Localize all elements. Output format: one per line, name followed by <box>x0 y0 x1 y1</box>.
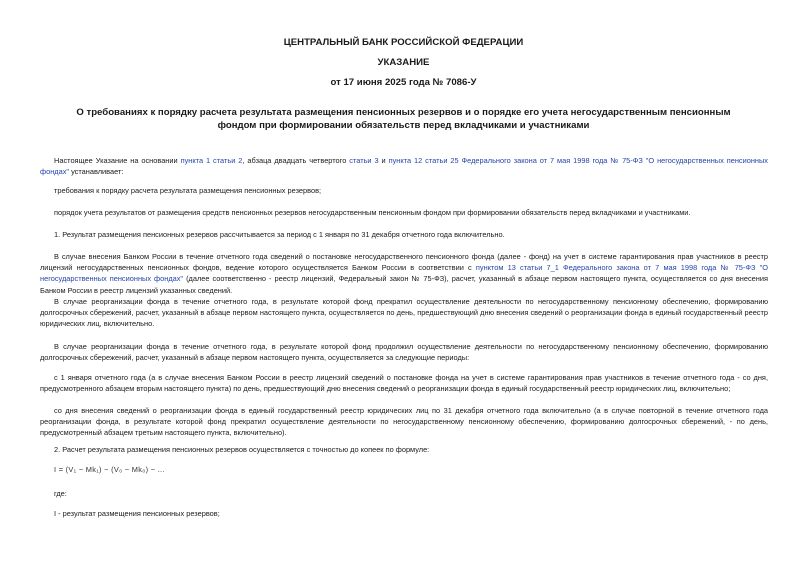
intro-text-b: , абзаца двадцать четвертого <box>242 156 350 165</box>
paragraph-item-1: 1. Результат размещения пенсионных резервов рассчитывается за период с 1 января по 31 декабря отчетного года включительно. <box>54 230 505 239</box>
intro-text-a: Настоящее Указание на основании <box>54 156 181 165</box>
paragraph-definition-i: I - результат размещения пенсионных резервов; <box>54 509 220 518</box>
issuer-heading: ЦЕНТРАЛЬНЫЙ БАНК РОССИЙСКОЙ ФЕДЕРАЦИИ <box>283 37 524 48</box>
paragraph-where: где: <box>54 489 67 498</box>
link-law-article-7-1[interactable]: пунктом 13 статьи 7_1 Федерального закона от 7 мая 1998 года № 75-ФЗ "О негосударственных пенсионных фондах" <box>40 263 769 284</box>
paragraph-reorganization-terminated: В случае реорганизации фонда в течение отчетного года, в результате которой фонд прекратил осуществление деятельности по негосударственному пенсионному обеспечению, формированию долгосрочных сбережений, расчет, указанный в абзаце первом настоящего пункта, осуществляется по день, предшествующий дню внесения сведений о реорганизации фонда в единый государственный реестр юридических лиц, включительно. <box>40 297 768 329</box>
link-law-article-2[interactable]: пункта 1 статьи 2 <box>180 156 243 165</box>
paragraph-period-2: со дня внесения сведений о реорганизации фонда в единый государственный реестр юридических лиц по 31 декабря отчетного года включительно (а в случае повторной в течение отчетного года реорганизации фонда, в результате которой фонд прекратил осуществление деятельности по негосударственному пенсионному обеспечению, формированию долгосрочных сбережений, - по день, предусмотренный абзацем третьим настоящего пункта, включительно). <box>40 406 768 438</box>
registry-text-a: В случае внесения Банком России в течение отчетного года сведений о постановке негосударственного пенсионного фонда (далее - фонд) на учет в системе гарантирования прав участников в реестр лицензий негосударственных пенсионных фондов, ведение которого осуществляется Банком России в соответствии с <box>40 252 768 273</box>
paragraph-item-2: 2. Расчет результата размещения пенсионных резервов осуществляется с точностью до копеек по формуле: <box>54 445 430 454</box>
paragraph-registry-entry <box>40 251 768 296</box>
intro-paragraph <box>40 155 768 177</box>
document-date-number: от 17 июня 2025 года № 7086-У <box>330 77 477 88</box>
intro-text-c: и <box>378 156 389 165</box>
paragraph-accounting-procedure: порядок учета результатов от размещения средств пенсионных резервов негосударственным пенсионным фондом при формировании обязательств перед вкладчиками и участниками. <box>54 208 691 217</box>
paragraph-reorganization-continued: В случае реорганизации фонда в течение отчетного года, в результате которой фонд продолжил осуществление деятельности по негосударственному пенсионному обеспечению, формированию долгосрочных сбережений, расчет, указанный в абзаце первом настоящего пункта, осуществляется за следующие периоды: <box>40 342 768 363</box>
link-law-article-25[interactable]: пункта 12 статьи 25 Федерального закона от 7 мая 1998 года № 75-ФЗ "О негосударственных пенсионных фондах" <box>40 156 769 177</box>
intro-text-d: устанавливает: <box>69 167 124 177</box>
formula: I = (V₁ − Mk₁) − (V₀ − Mk₀) − ... <box>54 465 165 474</box>
document-title: О требованиях к порядку расчета результата размещения пенсионных резервов и о порядке его учета негосударственным пенсионным фондом при формировании обязательств перед вкладчиками и участниками <box>76 107 731 131</box>
paragraph-period-1: с 1 января отчетного года (а в случае внесения Банком России в реестр лицензий сведений о постановке фонда на учет в системе гарантирования прав участников в течение отчетного года - со дня, предусмотренного абзацем вторым настоящего пункта) по день, предшествующий дню внесения сведений о реорганизации фонда в единый государственный реестр юридических лиц, включительно; <box>40 373 768 394</box>
paragraph-requirements: требования к порядку расчета результата размещения пенсионных резервов; <box>54 186 322 195</box>
registry-text-b: (далее соответственно - реестр лицензий, Федеральный закон № 75-ФЗ), расчет, указанный в абзаце первом настоящего пункта, осуществляется со дня внесения Банком России в реестр лицензий указанных сведений. <box>40 274 768 295</box>
document-type-heading: УКАЗАНИЕ <box>377 57 430 68</box>
link-law-article-3[interactable]: статьи 3 <box>349 156 379 165</box>
